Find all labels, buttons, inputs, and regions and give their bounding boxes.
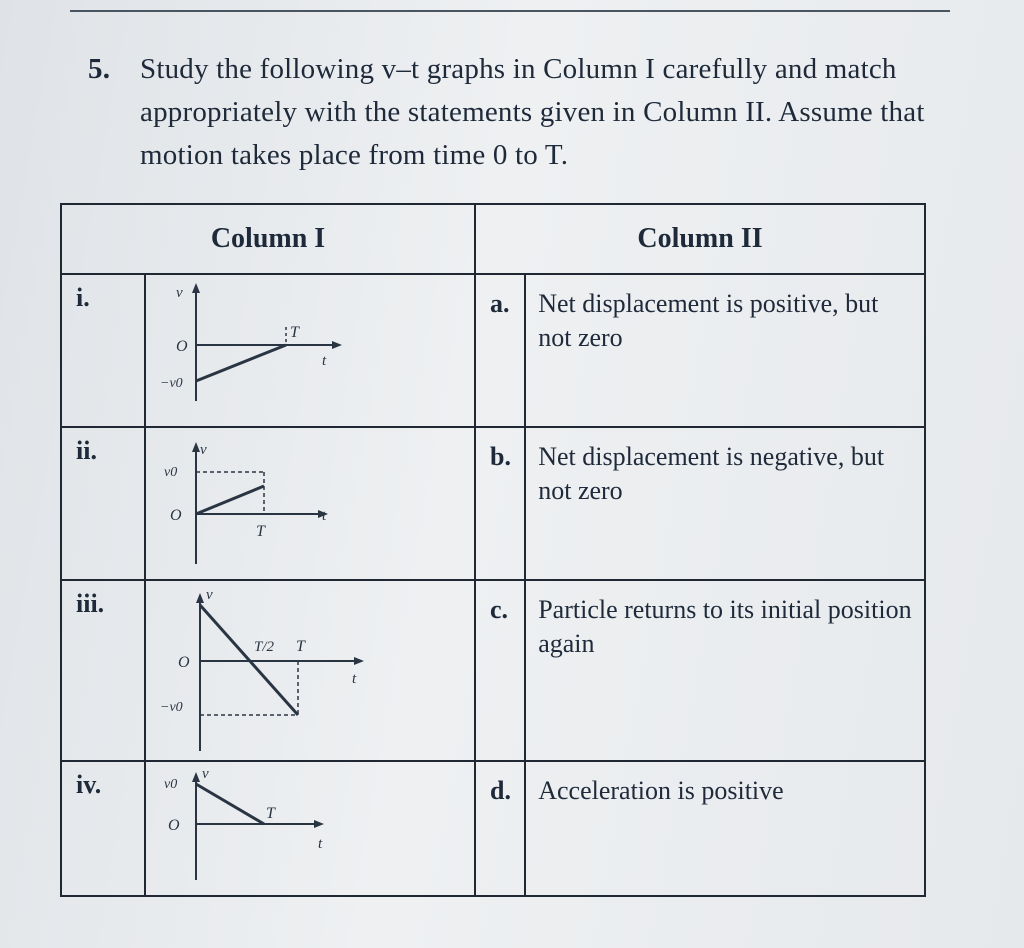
vt-graph-i	[146, 275, 474, 421]
table-row	[61, 580, 925, 761]
v-label: v	[176, 285, 183, 301]
question-text: Study the following v–t graphs in Column I carefully and match appropriately with the statements given in Column II. Assume that motion takes place from time 0 to T.	[140, 53, 925, 171]
t-axis-arrow	[332, 341, 342, 349]
statement-letter: b.	[475, 427, 525, 580]
statement-letter: d.	[475, 761, 525, 896]
T-label: T	[290, 324, 299, 341]
velocity-line	[196, 345, 286, 381]
v-axis-arrow	[192, 442, 200, 452]
table-row	[61, 274, 925, 427]
v-axis-arrow	[196, 593, 204, 603]
statement-letter: c.	[475, 580, 525, 761]
t-label: t	[322, 353, 327, 369]
row-number: i.	[61, 274, 145, 427]
velocity-line	[196, 784, 264, 824]
top-divider	[70, 10, 950, 12]
v0-label: v0	[164, 777, 178, 792]
column-1-header: Column I	[61, 204, 475, 274]
v-label: v	[200, 442, 207, 458]
t-label: t	[322, 508, 327, 524]
v0-label: v0	[164, 465, 178, 480]
velocity-line	[196, 486, 264, 514]
statement-text: Particle returns to its initial position again	[525, 580, 925, 761]
t-axis-arrow	[314, 820, 324, 828]
half-T-label: T/2	[254, 639, 275, 655]
T-label: T	[266, 805, 275, 822]
row-number: ii.	[61, 427, 145, 580]
graph-cell-iv	[145, 761, 475, 896]
origin-label: O	[176, 338, 188, 355]
origin-label: O	[170, 507, 182, 524]
statement-letter: a.	[475, 274, 525, 427]
question-number: 5.	[88, 53, 111, 85]
row-number: iv.	[61, 761, 145, 896]
match-table	[60, 203, 926, 897]
row-number: iii.	[61, 580, 145, 761]
vt-graph-iv	[146, 762, 474, 890]
v-label: v	[202, 766, 209, 782]
table-row	[61, 427, 925, 580]
statement-text: Acceleration is positive	[525, 761, 925, 896]
origin-label: O	[168, 817, 180, 834]
t-label: t	[318, 836, 323, 852]
T-label: T	[256, 523, 265, 540]
v-axis-arrow	[192, 283, 200, 293]
t-axis-arrow	[354, 657, 364, 665]
table-row	[61, 761, 925, 896]
column-2-header: Column II	[475, 204, 925, 274]
statement-text: Net displacement is negative, but not zero	[525, 427, 925, 580]
origin-label: O	[178, 654, 190, 671]
v-axis-arrow	[192, 772, 200, 782]
graph-cell-iii	[145, 580, 475, 761]
T-label: T	[296, 638, 305, 655]
vt-graph-iii	[146, 581, 474, 755]
graph-cell-i	[145, 274, 475, 427]
t-label: t	[352, 671, 357, 687]
neg-v0-label: −v0	[160, 700, 183, 715]
table-header-row	[61, 204, 925, 274]
neg-v0-label: −v0	[160, 376, 183, 391]
statement-text: Net displacement is positive, but not zero	[525, 274, 925, 427]
v-label: v	[206, 587, 213, 603]
vt-graph-ii	[146, 428, 474, 574]
graph-cell-ii	[145, 427, 475, 580]
